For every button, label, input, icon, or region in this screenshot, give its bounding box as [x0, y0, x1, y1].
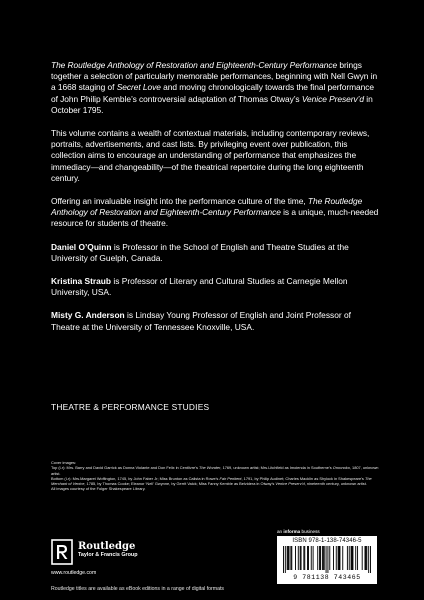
barcode-bar	[368, 546, 369, 573]
cover-image-credits	[51, 460, 381, 492]
barcode-bar	[355, 546, 356, 570]
barcode-bar	[338, 546, 339, 570]
barcode-bar	[313, 546, 314, 570]
blurb-paragraph-3	[51, 196, 381, 230]
credits-line	[51, 476, 381, 487]
italic-text: Venice Preserv’d	[301, 93, 365, 104]
italic-text: The Routledge Anthology of Restoration and Eighteenth-Century Performance	[51, 60, 338, 70]
isbn-text: ISBN 978-1-138-74346-5	[292, 538, 362, 544]
barcode-bar	[311, 546, 312, 570]
barcode-bar	[370, 546, 371, 573]
back-cover-text	[51, 60, 381, 345]
barcode-bar	[287, 546, 288, 570]
barcode-bar	[357, 546, 358, 570]
author-bio	[51, 310, 381, 332]
text-run: and moving chronologically towards the final performance of John Philip Kemble’s controversial adaptation of Thomas Otway’s	[51, 82, 374, 104]
barcode-bar	[352, 546, 353, 570]
text-run: is a unique, much-needed resource for students of theatre.	[51, 207, 379, 229]
barcode-bar	[333, 546, 334, 570]
barcode-bar	[327, 546, 328, 573]
barcode-number: 9 781138 743465	[293, 574, 361, 581]
ebook-note: Routledge titles are available as eBook editions in a range of digital formats	[51, 586, 225, 592]
text-run: , 1791, by Philip Audinet; Charles Macklin as Shylock in Shakespeare’s	[241, 475, 365, 481]
barcode-bar	[301, 546, 302, 570]
publisher-group: Taylor & Francis Group	[78, 552, 138, 558]
blurb-paragraph-2	[51, 128, 381, 184]
author-name: Kristina Straub	[51, 276, 112, 287]
author-name: Misty G. Anderson	[51, 310, 125, 321]
author-bio-text: is Professor of Literary and Cultural Studies at Carnegie Mellon University, USA.	[51, 276, 348, 298]
barcode-bar	[336, 546, 337, 570]
barcode-bar	[288, 546, 289, 570]
barcode-bar	[365, 546, 366, 570]
credits-line	[51, 486, 381, 491]
text-run: brings together a selection of particularly memorable performances, beginning with Nell Gwyn in a 1668 staging of	[51, 60, 378, 93]
italic-text: The Merchant of Venice	[51, 475, 372, 487]
barcode-bar	[307, 546, 308, 570]
barcode-bar	[308, 546, 309, 570]
barcode-bar	[329, 546, 330, 570]
text-run: Offering an invaluable insight into the performance culture of the time,	[51, 196, 308, 207]
barcode-bar	[326, 546, 327, 573]
barcode-bar	[317, 546, 318, 570]
barcode-bar	[320, 546, 321, 570]
isbn-barcode-panel	[277, 536, 377, 584]
italic-text: The Wonder	[198, 465, 221, 471]
text-run: , 1785, by Thomas Cooke; Eleanor ‘Nell’ Gwynne, by Gerrit Valck; Miss Fanny Kemble as Belvidera in Otway’s	[84, 481, 276, 487]
informa-brand: informa	[283, 529, 301, 534]
barcode-bar	[291, 546, 292, 570]
barcode-bar	[352, 546, 353, 570]
italic-text: Secret Love	[116, 82, 161, 93]
barcode-bar	[340, 546, 341, 570]
text-run: , 1769, unknown artist; Mrs.Litchfield as Imoienda in Southerne’s	[220, 465, 333, 471]
text-run: , 1807, unknown artist.	[51, 465, 379, 476]
barcode-bar	[304, 546, 305, 570]
text-run: Bottom (l-r): Mrs.Margaret Woffington, 1745, by John Faber Jr; Miss Brunton as Calista in Rowe’s	[51, 475, 220, 481]
barcode-bar	[285, 546, 286, 573]
barcode-bar	[322, 546, 323, 570]
credits-line	[51, 465, 381, 476]
barcode-icon	[283, 546, 371, 573]
routledge-logo-icon	[51, 539, 73, 565]
text-run: Cover images:	[51, 460, 77, 465]
barcode-bar	[283, 546, 284, 573]
blurb-paragraph-1	[51, 60, 381, 116]
author-bio-text: is Professor in the School of English and Theatre Studies at the University of Guelph, Canada.	[51, 241, 349, 263]
barcode-bar	[362, 546, 363, 570]
barcode-bar	[319, 546, 320, 570]
barcode-bar	[300, 546, 301, 570]
barcode-bar	[290, 546, 291, 570]
publisher-url: www.routledge.com	[51, 570, 97, 576]
barcode-bar	[324, 546, 325, 570]
subject-category: THEATRE & PERFORMANCE STUDIES	[51, 402, 210, 412]
informa-business-tag	[277, 529, 320, 534]
barcode-bar	[303, 546, 304, 570]
barcode-bar	[349, 546, 350, 570]
italic-text: The Routledge Anthology of Restoration and Eighteenth-Century Performance	[51, 196, 363, 218]
barcode-bar	[323, 546, 324, 570]
barcode-bar	[298, 546, 299, 570]
publisher-name: Routledge	[78, 541, 136, 552]
publisher-wordmark	[78, 541, 138, 559]
italic-text: Venice Preserv’d	[275, 481, 305, 487]
text-run: This volume contains a wealth of contextual materials, including contemporary reviews, portraits, advertisements, and cast lists. By privileging event over publication, this collection aims to encourage an understanding of performance that emphasizes the immediacy—and changeability—of the theatrical repertoire during the long eighteenth century.	[51, 128, 370, 183]
italic-text: Oroonoko	[332, 465, 350, 471]
barcode-bar	[365, 546, 366, 570]
barcode-bar	[295, 546, 296, 570]
italic-text: Fair Penitent	[219, 475, 242, 481]
text-run: in October 1795.	[51, 93, 373, 115]
informa-suffix: business	[300, 529, 320, 534]
barcode-bar	[347, 546, 348, 570]
author-bio-text: is Lindsay Young Professor of English and Joint Professor of Theatre at the University of Tennessee Knoxville, USA.	[51, 310, 351, 332]
barcode-bar	[366, 546, 367, 570]
informa-prefix: an	[277, 529, 284, 534]
barcode-bar	[339, 546, 340, 570]
barcode-bar	[342, 546, 343, 570]
author-bio	[51, 276, 381, 298]
text-run: All images courtesy of the Folger Shakespeare Library.	[51, 486, 146, 492]
barcode-bar	[289, 546, 290, 570]
text-run: , nineteenth century, unknown artist.	[304, 481, 367, 487]
author-name: Daniel O’Quinn	[51, 241, 112, 252]
author-bio	[51, 242, 381, 264]
barcode-bar	[351, 546, 352, 570]
text-run: Top (l-r): Mrs. Barry and David Garrick as Donna Violante and Don Felix in Centlivre’s	[51, 465, 199, 471]
